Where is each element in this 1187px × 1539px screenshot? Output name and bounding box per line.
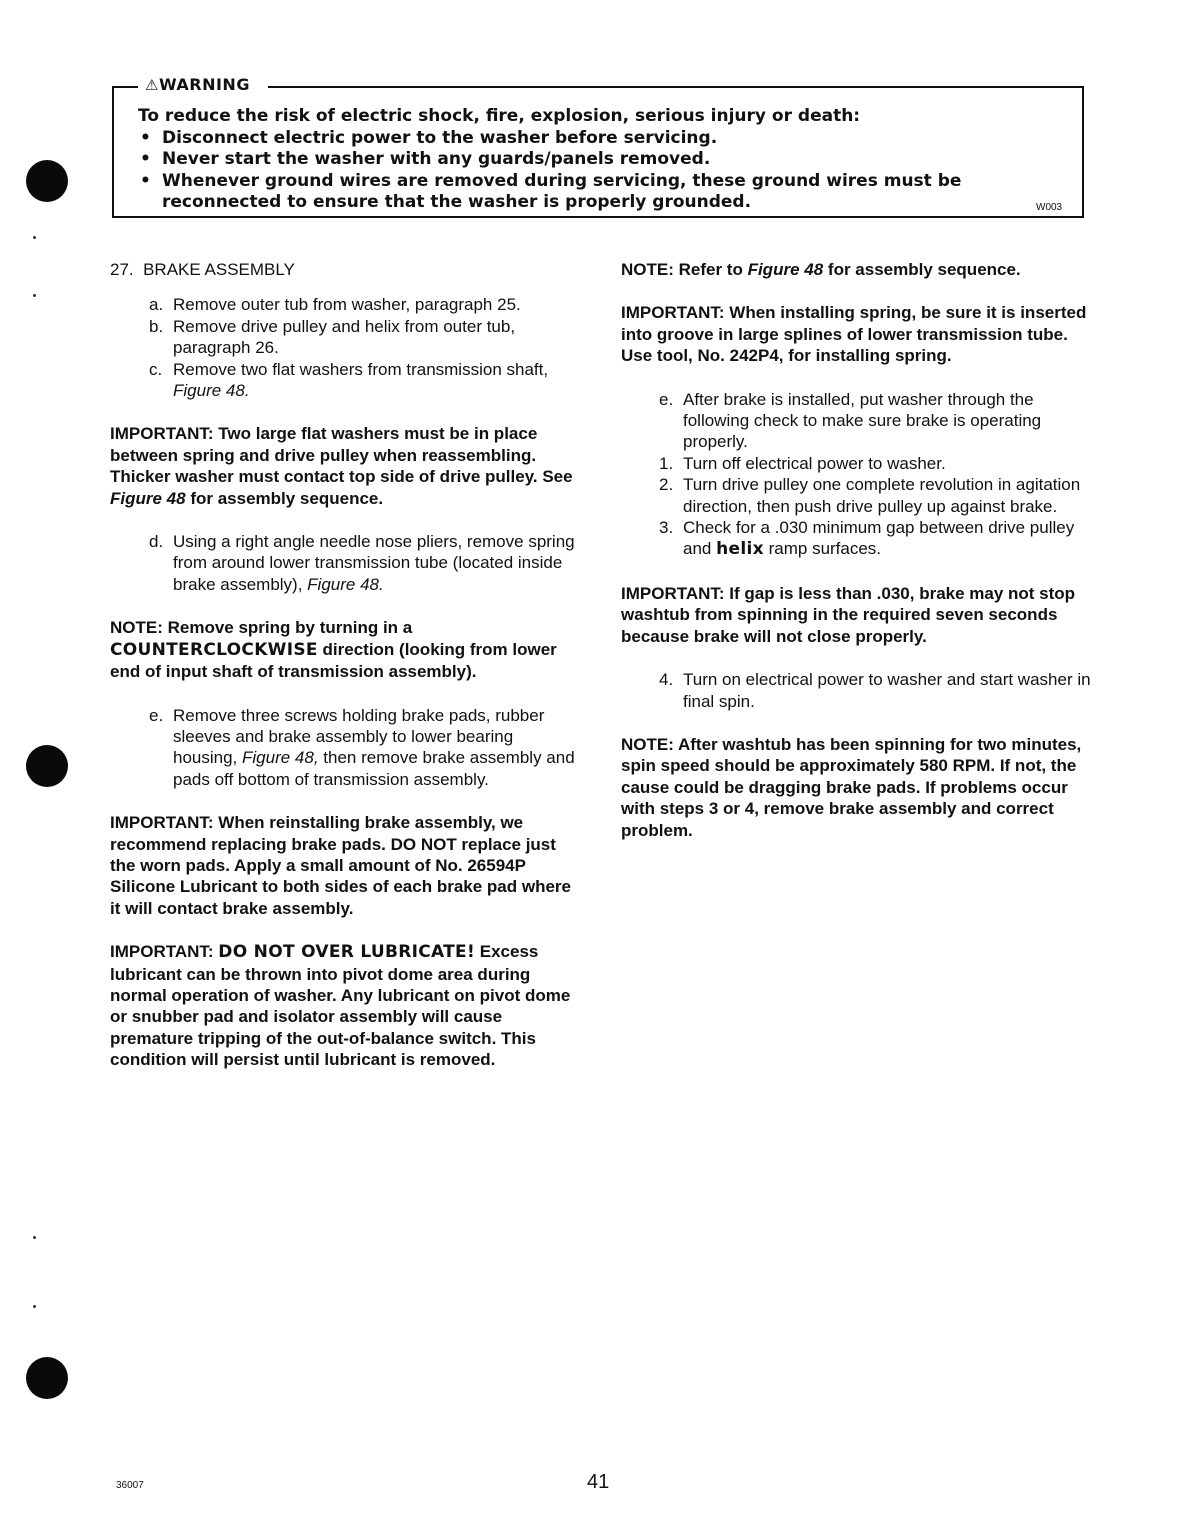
step-d: d. Using a right angle needle nose pliers, remove spring from around lower transmission tube (located inside brake assembly), Figure 48.	[149, 532, 575, 594]
binder-hole	[26, 745, 68, 787]
scan-speck	[33, 294, 36, 297]
scan-speck	[33, 1305, 36, 1308]
warning-text	[138, 106, 1078, 214]
warning-bullet: • Whenever ground wires are removed during servicing, these ground wires must be reconnected to ensure that the washer is properly grounded.	[138, 171, 1042, 214]
note-refer-figure: NOTE: Refer to Figure 48 for assembly sequence.	[621, 260, 1021, 279]
check-item: 3. Check for a .030 minimum gap between drive pulley and helix ramp surfaces.	[659, 518, 1075, 560]
check-item: 1. Turn off electrical power to washer.	[659, 453, 946, 473]
check-4	[659, 669, 1091, 712]
step-item: b. Remove drive pulley and helix from outer tub, paragraph 26.	[149, 316, 516, 358]
step-item: c. Remove two flat washers from transmission shaft, Figure 48.	[149, 359, 549, 401]
note-spin-speed: NOTE: After washtub has been spinning for two minutes, spin speed should be approximately 580 RPM. If not, the cause could be dragging brake pads. If problems occur with steps 3 or 4, remove brake assembly and correct problem.	[621, 734, 1082, 840]
check-item: 2. Turn drive pulley one complete revolution in agitation direction, then push drive pulley up against brake.	[659, 475, 1081, 516]
warning-bullet: • Never start the washer with any guards/panels removed.	[138, 149, 1078, 171]
step-list-abc	[149, 294, 578, 401]
binder-hole	[26, 160, 68, 202]
scan-speck	[33, 236, 36, 239]
document-code: 36007	[116, 1480, 144, 1491]
binder-hole	[26, 1357, 68, 1399]
warning-intro: To reduce the risk of electric shock, fire, explosion, serious injury or death:	[138, 106, 861, 126]
step-item: a. Remove outer tub from washer, paragraph 25.	[149, 295, 521, 315]
page-number: 41	[587, 1471, 610, 1493]
step-e-remove: e. Remove three screws holding brake pads, rubber sleeves and brake assembly to lower bearing housing, Figure 48, then remove brake assembly and pads off bottom of transmission assembly.	[149, 705, 575, 789]
important-lubricate: IMPORTANT: DO NOT OVER LUBRICATE! Excess lubricant can be thrown into pivot dome area during normal operation of washer. Any lubricant on pivot dome or snubber pad and isolator assembly will cause premature tripping of the out-of-balance switch. This condition will persist until lubricant is removed.	[110, 942, 571, 1070]
warning-triangle-icon: ⚠	[145, 76, 159, 94]
warning-box-top-left	[112, 86, 138, 88]
right-column	[621, 259, 1091, 841]
important-gap: IMPORTANT: If gap is less than .030, brake may not stop washtub from spinning in the required seven seconds because brake will not close properly.	[621, 583, 1076, 646]
scan-speck	[33, 1236, 36, 1239]
important-brake-pads: IMPORTANT: When reinstalling brake assembly, we recommend replacing brake pads. DO NOT replace just the worn pads. Apply a small amount of No. 26594P Silicone Lubricant to both sides of each brake pad where it will contact brake assembly.	[110, 813, 571, 918]
warning-bullet: • Disconnect electric power to the washer before servicing.	[138, 128, 1078, 150]
warning-title: ⚠WARNING	[140, 75, 255, 94]
note-counterclockwise: NOTE: Remove spring by turning in a COUNTERCLOCKWISE direction (looking from lower end of input shaft of transmission assembly).	[110, 618, 557, 682]
section-heading: 27. BRAKE ASSEMBLY	[110, 260, 295, 279]
step-e-check: e. After brake is installed, put washer through the following check to make sure brake is operating properly. 1. Turn off electrical power to washer. 2. Turn drive pulley one complete revolution in agitation direction, then push drive pulley up against brake. 3. Check for a .030 minimum gap between drive pulley and helix ramp surfaces.	[659, 389, 1091, 561]
important-washers: IMPORTANT: Two large flat washers must be in place between spring and drive pulley when reassembling. Thicker washer must contact top side of drive pulley. See Figure 48 for assembly sequence.	[110, 424, 573, 508]
warning-code: W003	[1036, 202, 1063, 213]
check-item: 4. Turn on electrical power to washer and start washer in final spin.	[659, 670, 1091, 711]
left-column	[110, 259, 578, 1071]
warning-box-top-right	[268, 86, 1084, 88]
important-spring: IMPORTANT: When installing spring, be sure it is inserted into groove in large splines of lower transmission tube. Use tool, No. 242P4, for installing spring.	[621, 303, 1087, 366]
